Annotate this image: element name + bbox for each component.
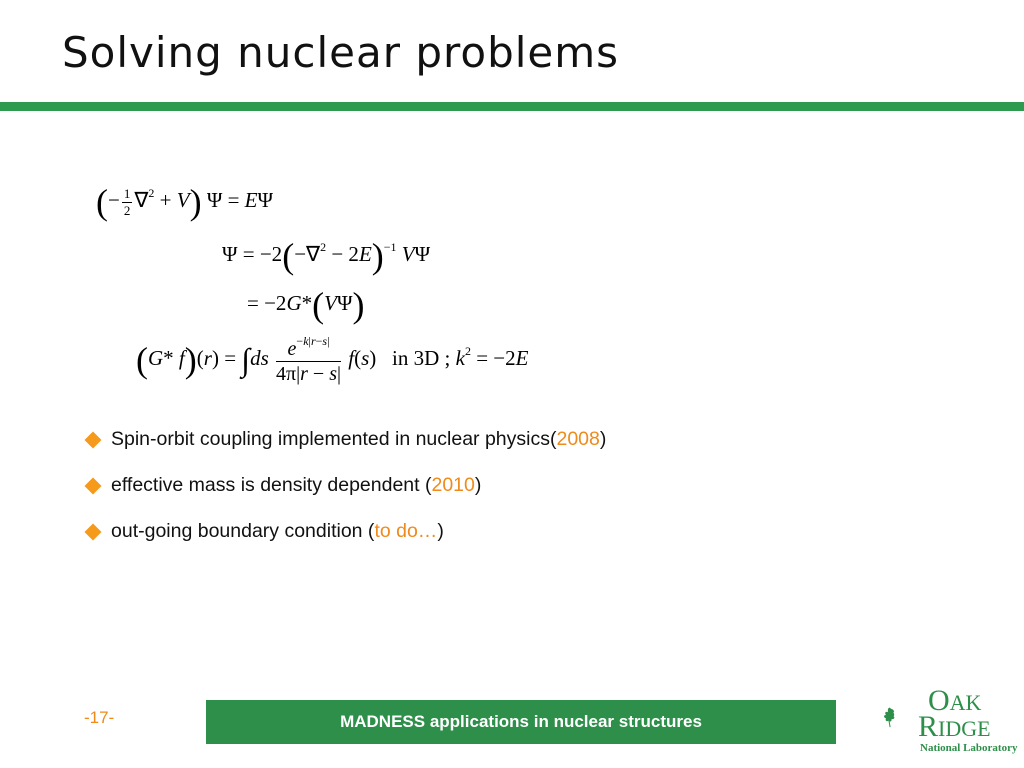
logo-oak-rest: AK	[949, 690, 982, 715]
list-item	[84, 428, 606, 451]
equation-greens: = −2G*(VΨ)	[247, 285, 365, 325]
logo-national-laboratory: National Laboratory	[920, 742, 1018, 754]
bullet-list	[84, 428, 606, 566]
title-divider	[0, 102, 1024, 111]
slide-title: Solving nuclear problems	[62, 28, 620, 77]
equation-convolution: (G* f)(r) = ∫ds $\frac{e^{-k|r-s|}}{4\pi|r - s|}$ f(s) in 3D ; $k^2 = -2E$	[136, 334, 529, 385]
logo-oak-initial: O	[928, 684, 950, 717]
bullet-text: effective mass is density dependent (	[111, 474, 432, 496]
bullet-highlight: to do…	[374, 520, 438, 542]
logo-ridge-rest: IDGE	[938, 716, 991, 741]
diamond-bullet-icon	[85, 523, 102, 540]
bullet-text: out-going boundary condition (	[111, 520, 375, 542]
bullet-suffix: )	[474, 474, 482, 496]
list-item	[84, 520, 606, 543]
equation-schrodinger: (− $\frac{1}{2}$ ∇$^2$ + V) Ψ = EΨ	[96, 182, 273, 222]
page-number: -17-	[84, 708, 115, 727]
bullet-highlight: 2010	[431, 474, 475, 496]
diamond-bullet-icon	[85, 431, 102, 448]
footer-text: MADNESS applications in nuclear structures	[340, 712, 702, 731]
logo-ridge	[918, 712, 991, 744]
logo-ridge-initial: R	[918, 710, 939, 743]
bullet-suffix: )	[437, 520, 444, 542]
diamond-bullet-icon	[85, 477, 102, 494]
bullet-suffix: )	[599, 428, 607, 450]
bullet-text: Spin-orbit coupling implemented in nuclear physics(	[111, 428, 557, 450]
footer-banner	[206, 700, 836, 744]
list-item	[84, 474, 606, 497]
bullet-highlight: 2008	[556, 428, 600, 450]
equation-inverse: $\Psi = -2(-\nabla^2 - 2E)^{-1}$ VΨ	[222, 236, 431, 276]
